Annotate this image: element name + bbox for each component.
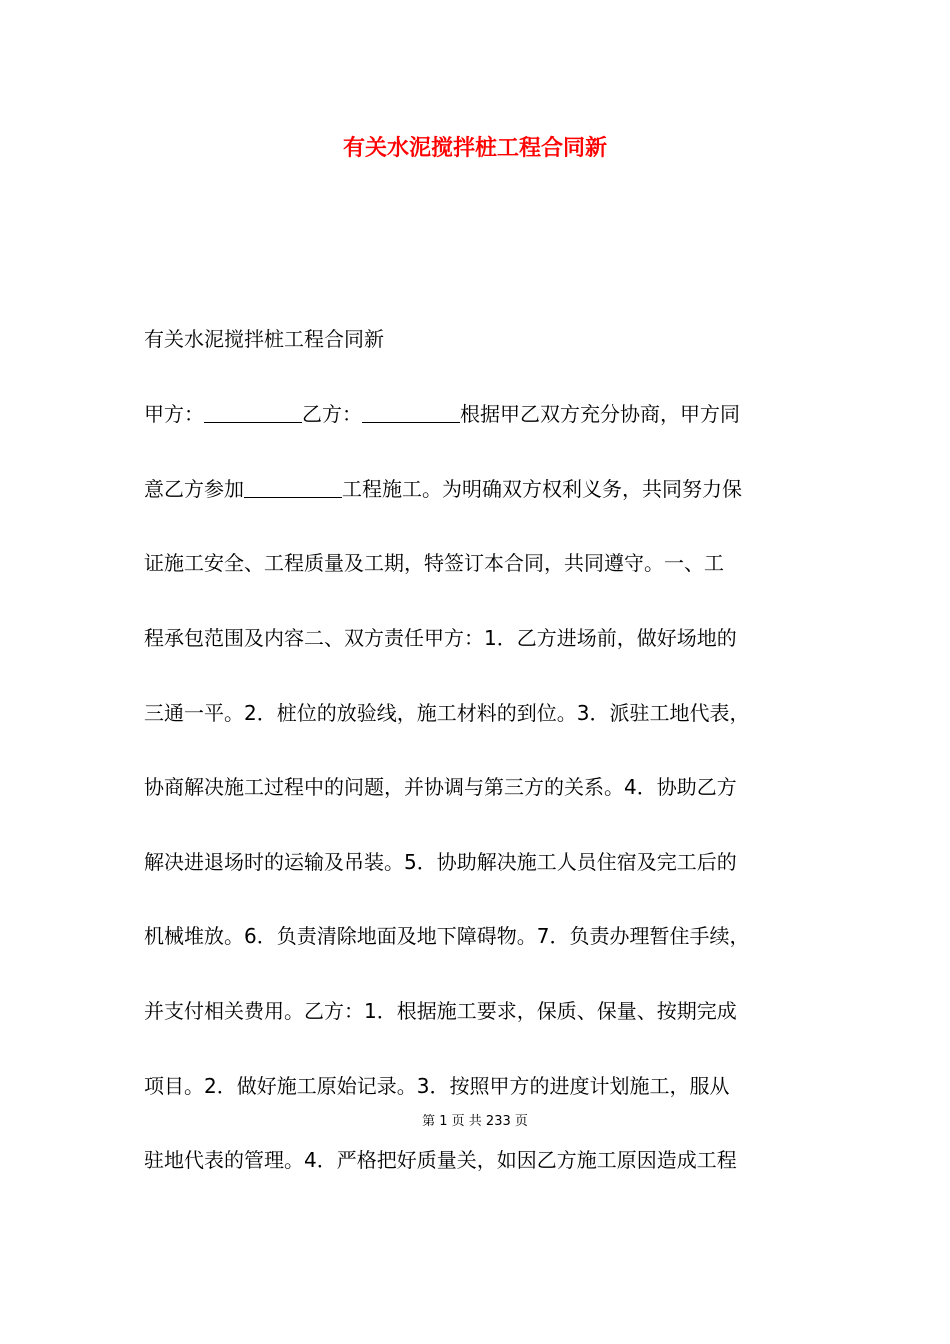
line2-text-a: 意乙方参加 — [144, 477, 244, 501]
body-line-8: 机械堆放。6．负责清除地面及地下障碍物。7．负责办理暂住手续， — [144, 924, 750, 948]
party-a-label: 甲方： — [144, 402, 204, 426]
party-b-blank — [362, 402, 460, 423]
document-subtitle: 有关水泥搅拌桩工程合同新 — [144, 327, 384, 351]
line2-text-b: 工程施工。为明确双方权利义务，共同努力保 — [342, 477, 742, 501]
document-title: 有关水泥搅拌桩工程合同新 — [342, 136, 607, 161]
body-line-11: 驻地代表的管理。4．严格把好质量关，如因乙方施工原因造成工程 — [144, 1148, 737, 1172]
line1-text: 根据甲乙双方充分协商，甲方同 — [460, 402, 740, 426]
body-line-9: 并支付相关费用。乙方：1．根据施工要求，保质、保量、按期完成 — [144, 999, 737, 1023]
body-line-1 — [144, 399, 740, 429]
body-line-2 — [144, 474, 742, 504]
body-line-3: 证施工安全、工程质量及工期，特签订本合同，共同遵守。一、工 — [144, 551, 724, 575]
body-line-10: 项目。2．做好施工原始记录。3．按照甲方的进度计划施工，服从 — [144, 1074, 730, 1098]
project-name-blank — [244, 477, 342, 498]
body-line-7: 解决进退场时的运输及吊装。5．协助解决施工人员住宿及完工后的 — [144, 850, 737, 874]
body-line-5: 三通一平。2．桩位的放验线，施工材料的到位。3．派驻工地代表， — [144, 701, 750, 725]
party-b-label: 乙方： — [302, 402, 362, 426]
body-line-4: 程承包范围及内容二、双方责任甲方：1．乙方进场前，做好场地的 — [144, 626, 737, 650]
party-a-blank — [204, 402, 302, 423]
body-line-6: 协商解决施工过程中的问题，并协调与第三方的关系。4．协助乙方 — [144, 775, 737, 799]
page-number: 第 1 页 共 233 页 — [422, 1114, 528, 1129]
